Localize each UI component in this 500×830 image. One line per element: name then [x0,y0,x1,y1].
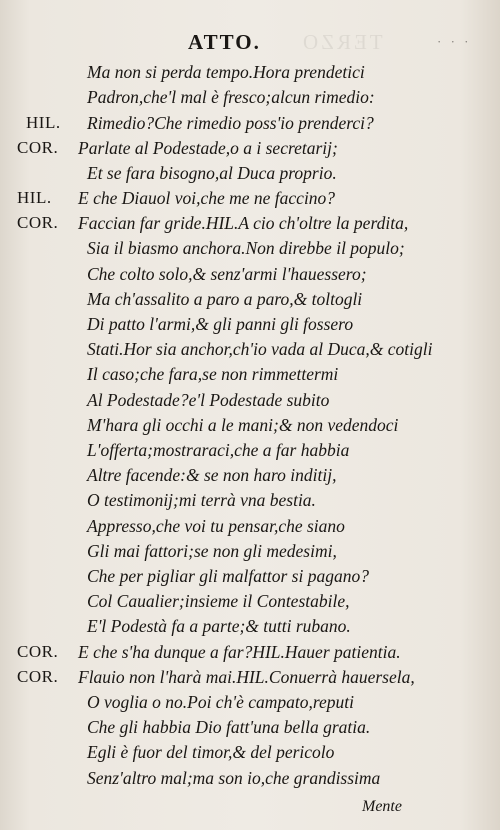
verse-text: Che per pigliar gli malfattor si pagano? [87,566,369,586]
verse-text: Ma non si perda tempo.Hora prendetici [87,62,365,82]
verse-text: Di patto l'armi,& gli panni gli fossero [87,314,354,334]
verse-text: Altre facende:& se non haro inditij, [87,465,337,485]
verse-text: Ma ch'assalito a paro a paro,& toltogli [87,289,363,309]
verse-text: Senz'altro mal;ma son io,che grandissima [87,768,381,788]
speaker-label: COR. [17,213,59,232]
verse-text: Parlate al Podestade,o a i secretarij; [78,138,338,158]
verse-text: E che s'ha dunque a far?HIL.Hauer patientia. [78,642,401,662]
verse-text: Rimedio?Che rimedio poss'io prenderci? [87,113,374,133]
verse-text: O testimonij;mi terrà vna bestia. [87,490,316,510]
verse-text: M'hara gli occhi a le mani;& non vedendoci [87,415,399,435]
catchword: Mente [362,798,402,815]
verse-text: L'offerta;mostraraci,che a far habbia [87,440,350,460]
verse-text: E'l Podestà fa a parte;& tutti rubano. [87,616,351,636]
verse-text: E che Diauol voi,che me ne faccino? [78,188,336,208]
speaker-label: HIL. [26,113,61,132]
verse-text: Stati.Hor sia anchor,ch'io vada al Duca,& cotigli [87,339,433,359]
verse-text: Faccian far gride.HIL.A cio ch'oltre la perdita, [78,213,409,233]
speaker-label: COR. [17,642,59,661]
verse-text: Gli mai fattori;se non gli medesimi, [87,541,337,561]
verse-text: Egli è fuor del timor,& del pericolo [87,742,335,762]
verse-text: Al Podestade?e'l Podestade subito [87,390,330,410]
verse-text: Sia il biasmo anchora.Non direbbe il populo; [87,238,405,258]
verse-text: Che gli habbia Dio fatt'una bella gratia. [87,717,371,737]
verse-text: Il caso;che fara,se non rimmettermi [87,364,339,384]
verse-text: Che colto solo,& senz'armi l'hauessero; [87,264,367,284]
speaker-label: COR. [17,138,59,157]
speaker-label: COR. [17,667,59,686]
verse-text: Appresso,che voi tu pensar,che siano [87,516,345,536]
verse-text: Col Caualier;insieme il Contestabile, [87,591,350,611]
show-through-text: TERZO [300,30,383,54]
speaker-label: HIL. [17,188,52,207]
verse-text: Padron,che'l mal è fresco;alcun rimedio: [87,87,375,107]
verse-text: O voglia o no.Poi ch'è campato,reputi [87,692,355,712]
running-head: ATTO. [188,30,261,54]
verse-text: Et se fara bisogno,al Duca proprio. [87,163,337,183]
page-marks: · · · [437,34,472,49]
verse-text: Flauio non l'harà mai.HIL.Conuerrà hauersela, [78,667,415,687]
